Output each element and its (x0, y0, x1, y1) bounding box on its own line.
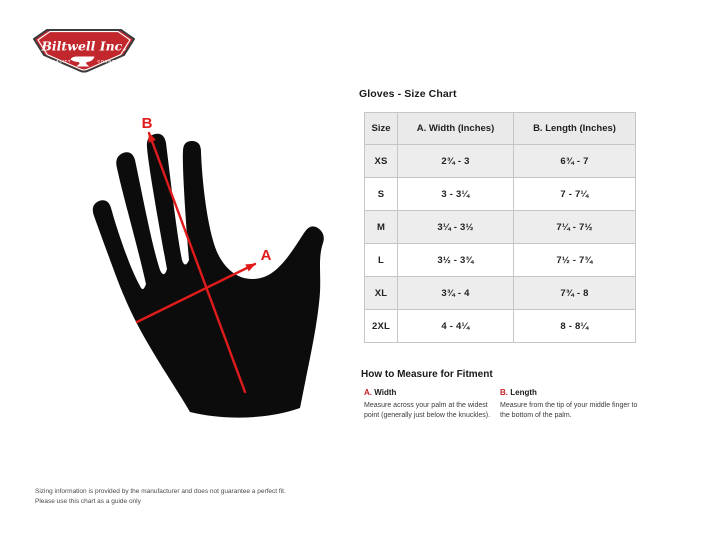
table-header-row (365, 113, 636, 145)
size-cell: M (365, 211, 398, 244)
length-cell: 8 - 8¼ (514, 310, 636, 343)
table-row (365, 178, 636, 211)
measure-length-heading (500, 388, 642, 397)
size-chart-title: Gloves - Size Chart (359, 88, 457, 100)
biltwell-logo (32, 28, 136, 74)
width-cell: 2¾ - 3 (398, 145, 514, 178)
table-row (365, 277, 636, 310)
table-row (365, 145, 636, 178)
length-cell: 6¾ - 7 (514, 145, 636, 178)
measure-width-label: Width (374, 388, 397, 397)
table-row (365, 244, 636, 277)
size-cell: XS (365, 145, 398, 178)
width-cell: 3½ - 3¾ (398, 244, 514, 277)
measure-width-text: Measure across your palm at the widest point (generally just below the knuckles). (364, 402, 491, 420)
length-cell: 7 - 7¼ (514, 178, 636, 211)
size-cell: 2XL (365, 310, 398, 343)
width-cell: 3 - 3¼ (398, 178, 514, 211)
width-cell: 3¾ - 4 (398, 277, 514, 310)
col-header-size: Size (365, 113, 398, 145)
hand-silhouette (93, 134, 324, 418)
logo-brand-text: Biltwell Inc. (41, 38, 127, 54)
width-cell: 3¼ - 3½ (398, 211, 514, 244)
col-header-length: B. Length (Inches) (514, 113, 636, 145)
measure-length-block (500, 388, 642, 421)
table-row (365, 211, 636, 244)
size-cell: S (365, 178, 398, 211)
width-cell: 4 - 4¼ (398, 310, 514, 343)
logo-tagline-right: COUNTS (97, 59, 119, 64)
measure-width-heading (364, 388, 500, 397)
size-cell: XL (365, 277, 398, 310)
sizing-disclaimer (35, 487, 286, 507)
width-label-a: A (260, 247, 272, 264)
length-cell: 7¼ - 7½ (514, 211, 636, 244)
measure-width-key: A. (364, 388, 372, 397)
size-chart-table (364, 112, 636, 343)
length-cell: 7¾ - 8 (514, 277, 636, 310)
col-header-width: A. Width (Inches) (398, 113, 514, 145)
length-cell: 7½ - 7¾ (514, 244, 636, 277)
measure-width-block (364, 388, 500, 421)
disclaimer-line-2: Please use this chart as a guide only (35, 498, 141, 506)
measure-section-title: How to Measure for Fitment (361, 369, 493, 380)
measure-length-label: Length (510, 388, 537, 397)
size-cell: L (365, 244, 398, 277)
measure-length-key: B. (500, 388, 508, 397)
logo-tagline-left: QUALITY (48, 59, 72, 64)
disclaimer-line-1: Sizing information is provided by the manufacturer and does not guarantee a perfect fit. (35, 488, 286, 495)
hand-measurement-diagram (80, 100, 340, 430)
length-label-b: B (141, 115, 153, 132)
table-row (365, 310, 636, 343)
measure-length-text: Measure from the tip of your middle finger to the bottom of the palm. (500, 402, 638, 420)
